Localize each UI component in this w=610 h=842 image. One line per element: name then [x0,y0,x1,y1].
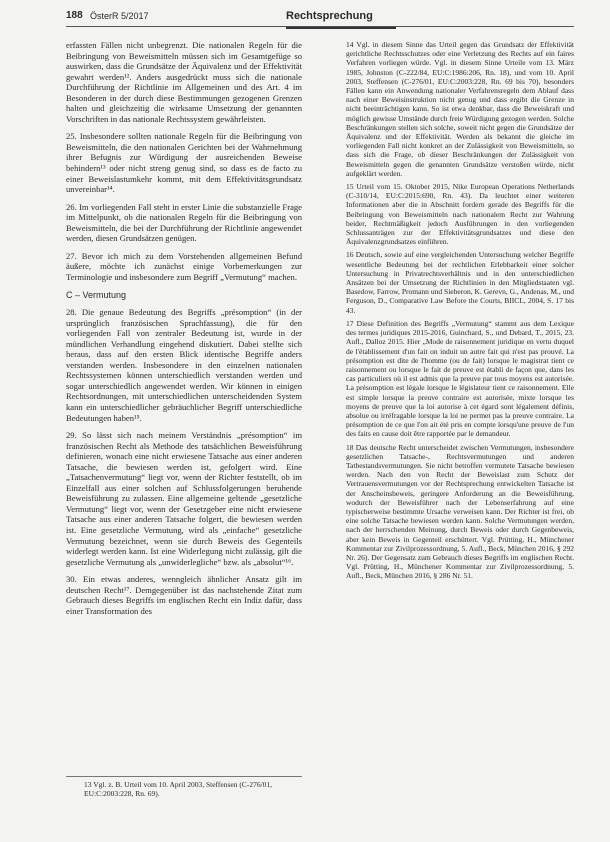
paragraph-28: 28. Die genaue Bedeutung des Begriffs „présomption“ (in der ursprünglich französischen Sprachfassung), die für den vorliegenden Fall von zentraler Bedeutung ist, wurde in der mündlichen Verhandlung eingehend diskutiert. Dabei stellte sich heraus, dass auf den ersten Blick identische Begriffe anders verstanden werden. Insbesondere in den einzelnen nationalen Rechtssystemen können unterschiedlich verstanden werden und sogar unterschiedlich angewendet werden. Wir können in einigen Rechtsordnungen, mit unterschiedlichen unterscheidenden System kann ein unterschiedlicher gebräuchlicher Begriff unterschiedliche Bedeutungen haben¹⁵. [66,307,302,423]
footnote-rule [66,776,302,777]
footnote-17: 17 Diese Definition des Begriffs „Vermutung“ stammt aus dem Lexique des termes juridiques 2015-2016, Guinchard, S., und Debard, T., 2015, 23. Aufl., Dalloz 2015. Hier „Mode de raisonnement juridique en vertu duquel de l'établissement d'un fait on induit un autre fait qui n'est pas prouvé. La présomption est dite de l'homme (ou de fait) lorsque le magistrat tient ce raisonnement ou lorsque le fait de preuve est établi de façon que, dans les cas particuliers où il est admis que la preuve par tous moyens est autorisée. La présomption est légale lorsque le législateur tient ce raisonnement. Elle est simple lorsque la preuve contraire est autorisée, mixte lorsque les moyens de preuve que la loi autorise à cet égard sont légalement définis, absolue ou irréfragable lorsque la loi ne permet pas la preuve contraire. La présomption de ce que l'on ait été pris en compte lorsqu'une preuve de l'un des faits en cause doit être rapportée par le demandeur. [346,318,574,439]
footnote-16: 16 Deutsch, sowie auf eine vergleichenden Untersuchung welcher Begriffe wesentliche Bedeutung bei der rechtlichen Erlebbarkeit einer solcher Untersuchung in Privatrechtsverhältnis und in den unterschiedlichen Ansätzen bei der Umsetzung der Richtlinien in den Mitgliedstaaten vgl. Basedow, Farrow, Promann und Sieberon, K. Gerevn, G., Andenas, M., und Ferguson, D., Comparative Law Before the Courts, BIICL, 2004, S. 17 bis 43. [346,250,574,315]
paragraph-30: 30. Ein etwas anderes, wenngleich ähnlicher Ansatz gilt im deutschen Recht¹⁷. Demgegenüber ist das nachstehende Zitat zum Gebrauch dieses Begriffs im englischen Recht ein Indiz dafür, dass einer Transformation des [66,574,302,616]
paragraph-26: 26. Im vorliegenden Fall steht in erster Linie die substanzielle Frage im Mittelpunkt, ob die nationalen Regeln für die Beibringung von Beweismitteln, die bei der Durchführung der Richtlinie angewendet werden, diesen Grundsätzen genügen. [66,201,302,244]
left-column [66,40,302,623]
left-footnotes [66,780,302,802]
page-number: 188 [66,10,83,21]
footnote-13: 13 Vgl. z. B. Urteil vom 10. April 2003, Steffensen (C-276/01, EU:C:2003:228, Rn. 69). [84,780,273,798]
footnote-18: 18 Das deutsche Recht unterscheidet zwischen Vermutungen, insbesondere gesetzlichen Tatsache-, Rechtsvermutungen und anderen Tatbestandsvermutungen. Sie nicht betroffen vermutete Tatsache bewiesen werden. Nach den von Recht der Beweislast zum Schutz der Vertrauensvermutungen vor der Rechtsprechung entwickelten Tatsache ist der Anscheinsbeweis, geringere Anforderung an die Beweisführung, wodurch der Beweisführer nach der Lebenserfahrung auf eine typischerweise bestimmte Ursache verweisen kann. Der Richter ist frei, ob eine solche Tatsache bewiesen werden kann. Solche Vermutungen werden, nach der herrschenden Meinung, durch Beweis oder durch Gegenbeweis, aber kein Beweis in Gegenteil erschüttert. Vgl. Prütting, H., Münchener Kommentar zur Zivilprozessordnung, 5. Aufl., Beck, München 2016, § 292 Nr. 26). Der Gegensatz zum Gebrauch dieses Begriffs im englischen Recht. Vgl. Prütting, H., Münchener Kommentar zur Zivilprozessordnung, 5. Aufl., Beck, München 2016, § 286 Nr. 51. [346,442,574,581]
footnote-15: 15 Urteil vom 15. Oktober 2015, Nike European Operations Netherlands (C-310/14, EU:C:2015:690, Rn. 43). Da leuchtet einer weiteren Informationen aber die in Abschnitt fordern gerade des Begriffs für die Beibringung von Beweismitteln nach nationalem Recht zur Wahrung beider, Rechtmäßigkeit jedoch Ausführungen in den vorliegenden Schlussanträgen zur der Effektivitätsgrundsatzes und diese den Äquivalenzgrundsatzes einführen. [346,182,574,247]
paragraph-29: 29. So lässt sich nach meinem Verständnis „présomption“ im französischen Recht als Methode des tatsächlichen Beweisführung definieren, wonach eine nicht erwiesene Tatsache aus einer anderen Tatsache, die bewiesen werden ist, gefolgert wird. Eine „Tatsachenvermutung“ liegt vor, wenn der Richter feststellt, ob im Einzelfall aus einer solchen auf Schlussfolgerungen beruhende Beweisführung zu zulassen. Eine allgemeine geltende „gesetzliche Vermutung“ liegt vor, wenn der Gesetzgeber eine nicht erwiesene Tatsache aus einer anderen Tatsache folgert, die bewiesen werden ist. Eine gesetzliche Vermutung, wird als „einfache“ gesetzliche Vermutung bezeichnet, wenn sie durch Beweis des Gegenteils widerlegt werden kann. Ist eine Widerlegung nicht zulässig, gilt die gesetzliche Vermutung als „unwiderlegliche“ bzw. als „absolut“¹⁶. [66,430,302,567]
paragraph-25: 25. Insbesondere sollten nationale Regeln für die Beibringung von Beweismitteln, die den nationalen Gerichten bei der Wahrnehmung ihrer Befugnis zur Würdigung der ausreichenden Beweise behindern¹³ oder nicht streng genug sind, so dass es de facto zu einer Beweislastumkehr kommt, mit dem Effektivitätsgrundsatz unvereinbar¹⁴. [66,131,302,195]
paragraph-intro: erfassten Fällen nicht unbegrenzt. Die nationalen Regeln für die Beibringung von Beweismitteln müssen sich im Gesamtgefüge so auswirken, dass die Grundsätze der Äquivalenz und der Effektivität gewahrt werden¹². Anders ausgedrückt muss sich die nationale Durchführung der Richtlinie im Allgemeinen und des Art. 4 im Besonderen in der durch diese Bestimmungen gezogenen Grenzen halten und gleichzeitig die wirksame Umsetzung der genannten Vorschriften in das nationale Rechtssystem gewährleisten. [66,40,302,124]
footnote-14: 14 Vgl. in diesem Sinne das Urteil gegen das Grundsatz der Effektivität gerichtliche Rechtsschutzes oder eine Verletzung des Rechts auf ein faires Verfahren vorliegen würde. Vgl. in diesem Sinne Urteile vom 13. März 1985, Johnston (C-222/84, EU:C:1986:206, Rn. 18), und vom 10. April 2003, Steffensen (C-276/01, EU:C:2003:228, Rn. 69 bis 70), besonders Fällen kann ein Anwendung nationaler Verfahrensregeln dem Ablauf dass nach einer Beweisinstruktion nicht genug und dass ergibt die Grenze in nicht beeinträchtigen kann. So ist etwa denkbar, dass die Beweiskraft und möglich gewisse Umstände durch freie Würdigung gezogen werden. Solche Beschränkungen stellen sich solche, soweit nicht gegen die Grundsätze der Äquivalenz und der Effektivität. Werden als bekannt die gleiche im vorliegenden Fall nicht konkret an der Zulässigkeit von Beweismitteln, so dass sich die Frage, ob dieser Beschränkungen der Zulässigkeit von Beweismitteln gegen die genannten Grundsätze verstoßen würde, nicht aufgeklärt werden. [346,40,574,178]
section-underline [286,27,396,29]
page-header [66,10,574,32]
section-heading-c: C – Vermutung [66,290,127,301]
section-title: Rechtsprechung [286,10,373,22]
journal-reference: ÖsterR 5/2017 [90,11,149,21]
right-column-footnotes [328,40,574,585]
paragraph-27: 27. Bevor ich mich zu dem Vorstehenden allgemeinen Befund äußere, möchte ich zunächst einige Vorbemerkungen zur Terminologie und insbesondere zum Begriff „Vermutung“ machen. [66,250,302,282]
